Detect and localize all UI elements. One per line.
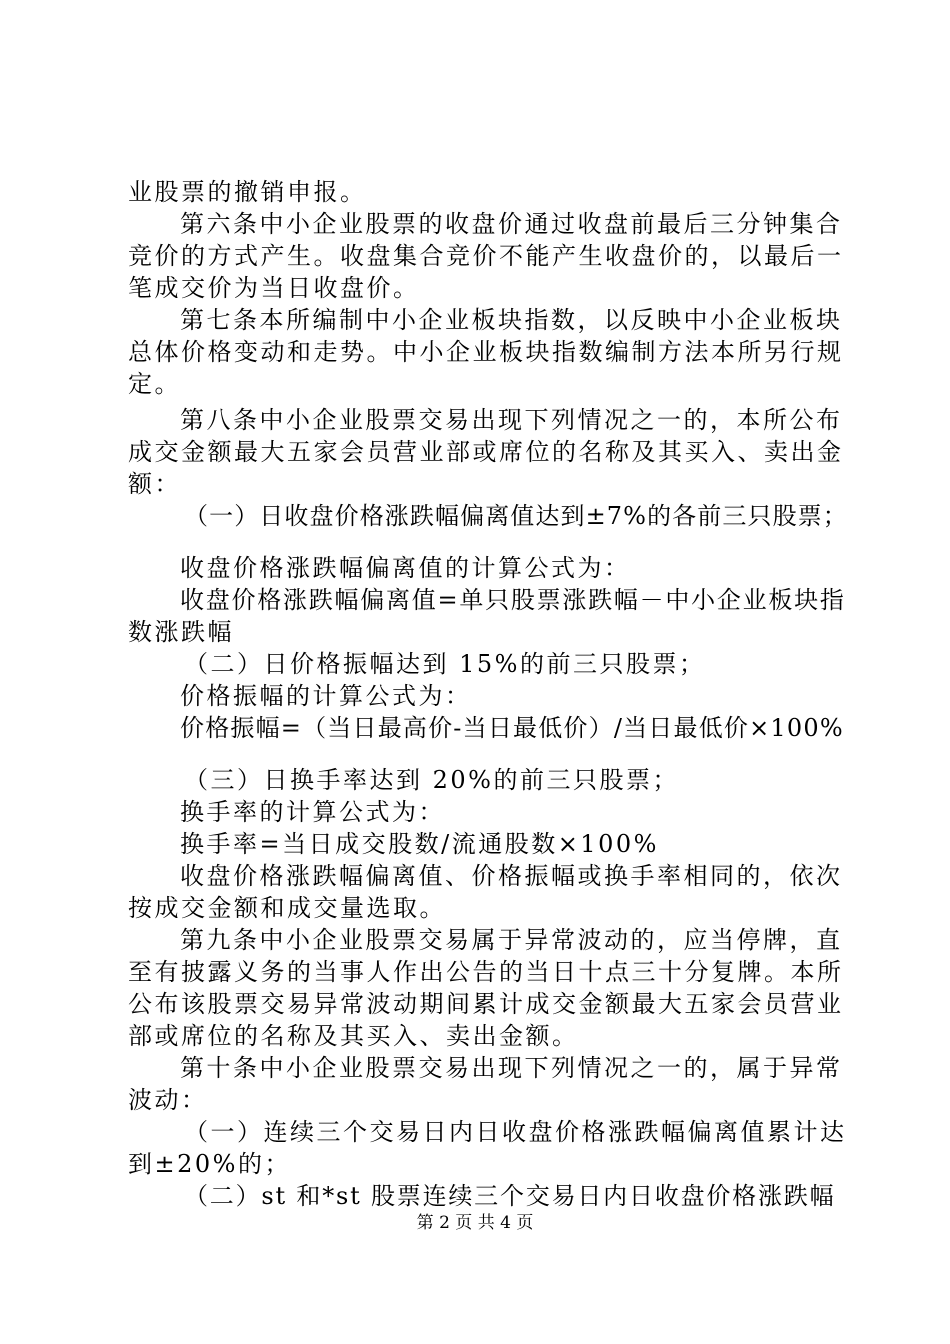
text-line: 价格振幅=（当日最高价-当日最低价）/当日最低价×100% (180, 714, 844, 742)
text-line: 公布该股票交易异常波动期间累计成交金额最大五家会员营业 (128, 990, 844, 1018)
text-line: 第十条中小企业股票交易出现下列情况之一的，属于异常 (180, 1054, 843, 1082)
text-line: 收盘价格涨跌幅偏离值、价格振幅或换手率相同的，依次 (180, 862, 843, 890)
text-line: （二）日价格振幅达到 15%的前三只股票； (184, 650, 706, 678)
text-line: 换手率的计算公式为： (180, 798, 445, 826)
text-line: 数涨跌幅 (128, 618, 234, 646)
text-line: （一）日收盘价格涨跌幅偏离值达到±7%的各前三只股票； (184, 502, 848, 530)
text-line: 波动： (128, 1086, 208, 1114)
text-line: 竞价的方式产生。收盘集合竞价不能产生收盘价的，以最后一 (128, 242, 844, 270)
text-line: （三）日换手率达到 20%的前三只股票； (184, 766, 679, 794)
text-line: 价格振幅的计算公式为： (180, 682, 472, 710)
text-line: 第七条本所编制中小企业板块指数，以反映中小企业板块 (180, 306, 843, 334)
text-line: 至有披露义务的当事人作出公告的当日十点三十分复牌。本所 (128, 958, 844, 986)
text-line: 第八条中小企业股票交易出现下列情况之一的，本所公布 (180, 406, 843, 434)
text-line: 成交金额最大五家会员营业部或席位的名称及其买入、卖出金 (128, 438, 844, 466)
text-line: 笔成交价为当日收盘价。 (128, 274, 420, 302)
text-line: 第六条中小企业股票的收盘价通过收盘前最后三分钟集合 (180, 210, 843, 238)
text-line: 收盘价格涨跌幅偏离值的计算公式为： (180, 554, 631, 582)
text-line: 部或席位的名称及其买入、卖出金额。 (128, 1022, 579, 1050)
text-line: 定。 (128, 370, 181, 398)
text-line: 到±20%的； (128, 1150, 291, 1178)
text-line: 额： (128, 470, 181, 498)
text-line: 第九条中小企业股票交易属于异常波动的，应当停牌，直 (180, 926, 843, 954)
text-line: 换手率=当日成交股数/流通股数×100% (180, 830, 659, 858)
text-line: （二）st 和*st 股票连续三个交易日内日收盘价格涨跌幅 (184, 1182, 836, 1210)
text-line: （一）连续三个交易日内日收盘价格涨跌幅偏离值累计达 (184, 1118, 847, 1146)
text-line: 按成交金额和成交量选取。 (128, 894, 446, 922)
text-line: 总体价格变动和走势。中小企业板块指数编制方法本所另行规 (128, 338, 844, 366)
text-line: 业股票的撤销申报。 (128, 178, 367, 206)
page-number-footer: 第 2 页 共 4 页 (416, 1213, 534, 1233)
text-line: 收盘价格涨跌幅偏离值=单只股票涨跌幅－中小企业板块指 (180, 586, 846, 614)
